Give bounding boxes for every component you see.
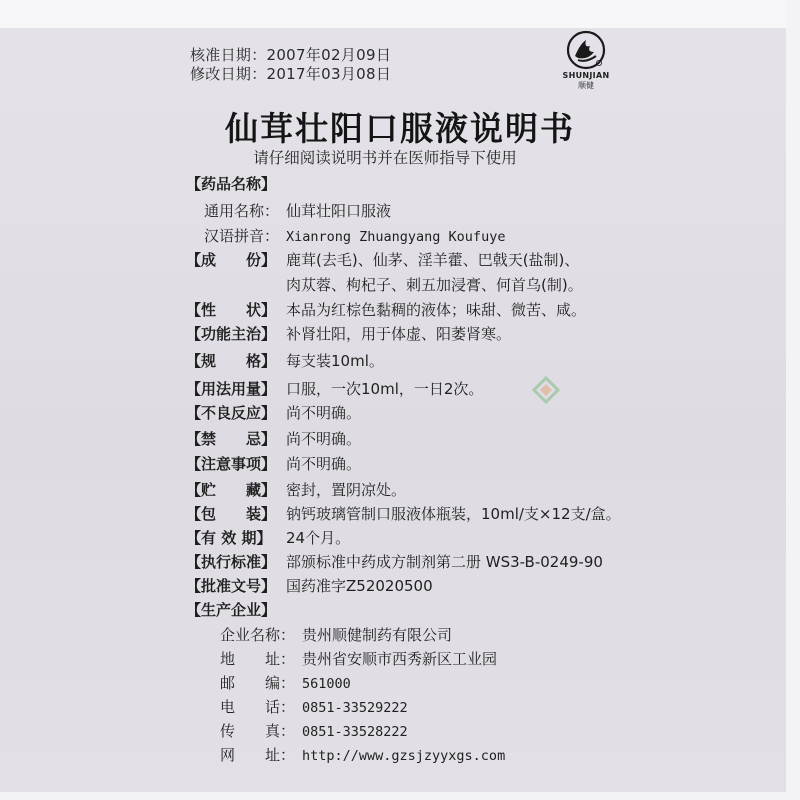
package-value: 钠钙玻璃管制口服液体瓶装，10ml/支×12支/盒。 [286, 505, 621, 523]
validity-row [186, 527, 350, 549]
manufacturer-label: 【生产企业】 [186, 601, 277, 619]
ingredients-row [186, 249, 579, 271]
contraindications-row [186, 428, 361, 450]
photo-edge-bottom [0, 792, 800, 800]
generic-name-row [204, 200, 391, 222]
drug-name-label: 【药品名称】 [186, 175, 277, 193]
fax-label: 传 真： [220, 722, 296, 740]
approval-row [186, 575, 433, 597]
indications-row [186, 323, 511, 345]
specification-label: 【规 格】 [186, 352, 277, 370]
company-name-label: 企业名称： [220, 626, 296, 644]
pinyin-label: 汉语拼音： [204, 227, 280, 245]
standard-row [186, 551, 603, 573]
logo-chinese: 顺健 [578, 81, 594, 90]
phone-label: 电 话： [220, 698, 296, 716]
fax-value: 0851-33528222 [302, 724, 408, 740]
drug-name-heading [186, 173, 286, 195]
company-name-value: 贵州顺健制药有限公司 [302, 626, 453, 644]
postcode-label: 邮 编： [220, 674, 296, 692]
precautions-row [186, 453, 361, 475]
storage-row [186, 479, 406, 501]
storage-value: 密封，置阴凉处。 [286, 481, 407, 499]
address-label: 地 址： [220, 650, 296, 668]
generic-name-label: 通用名称： [204, 202, 280, 220]
postcode-row [220, 672, 351, 695]
dosage-label: 【用法用量】 [186, 380, 277, 398]
generic-name-value: 仙茸壮阳口服液 [286, 202, 392, 220]
website-label: 网 址： [220, 746, 296, 764]
company-logo [556, 30, 616, 102]
phone-value: 0851-33529222 [302, 700, 408, 716]
page-subtitle: 请仔细阅读说明书并在医师指导下使用 [253, 149, 517, 167]
precautions-label: 【注意事项】 [186, 455, 277, 473]
dosage-value: 口服，一次10ml，一日2次。 [286, 380, 484, 398]
website-row [220, 744, 505, 767]
contraindications-value: 尚不明确。 [286, 430, 362, 448]
dosage-row [186, 378, 483, 400]
manufacturer-heading [186, 599, 286, 621]
dates-block [190, 46, 391, 84]
properties-label: 【性 状】 [186, 301, 277, 319]
specification-row [186, 350, 384, 372]
storage-label: 【贮 藏】 [186, 481, 277, 499]
indications-label: 【功能主治】 [186, 325, 277, 343]
adverse-value: 尚不明确。 [286, 404, 362, 422]
approval-label: 【批准文号】 [186, 577, 277, 595]
page-title: 仙茸壮阳口服液说明书 [225, 109, 575, 148]
standard-label: 【执行标准】 [186, 553, 277, 571]
watermark-logo-icon [532, 376, 560, 404]
postcode-value: 561000 [302, 676, 351, 692]
pinyin-row [204, 225, 505, 248]
adverse-label: 【不良反应】 [186, 404, 277, 422]
properties-row [186, 299, 586, 321]
store-watermark [532, 372, 628, 412]
revision-date: 修改日期：2017年03月08日 [190, 65, 392, 83]
ingredients-line2: 肉苁蓉、枸杞子、刺五加浸膏、何首乌(制)。 [286, 276, 583, 294]
standard-value: 部颁标准中药成方制剂第二册 WS3-B-0249-90 [286, 553, 603, 571]
photo-edge-top [0, 0, 800, 28]
contraindications-label: 【禁 忌】 [186, 430, 277, 448]
ingredients-line1: 鹿茸(去毛)、仙茅、淫羊藿、巴戟天(盐制)、 [286, 251, 580, 269]
approval-date: 核准日期：2007年02月09日 [190, 46, 392, 64]
fax-row [220, 720, 408, 743]
address-value: 贵州省安顺市西秀新区工业园 [302, 650, 498, 668]
pinyin-value: Xianrong Zhuangyang Koufuye [286, 229, 506, 245]
logo-english: SHUNJIAN [562, 71, 610, 80]
phone-row [220, 696, 408, 719]
company-name-row [220, 624, 452, 646]
validity-value: 24个月。 [286, 529, 351, 547]
ingredients-label: 【成 份】 [186, 251, 277, 269]
indications-value: 补肾壮阳，用于体虚、阳萎肾寒。 [286, 325, 512, 343]
adverse-row [186, 402, 361, 424]
precautions-value: 尚不明确。 [286, 455, 362, 473]
validity-label: 【有 效 期】 [186, 529, 272, 547]
package-row [186, 503, 621, 525]
package-label: 【包 装】 [186, 505, 277, 523]
website-value: http://www.gzsjzyyxgs.com [302, 748, 506, 764]
approval-value: 国药准字Z52020500 [286, 577, 433, 595]
address-row [220, 648, 497, 670]
specification-value: 每支装10ml。 [286, 352, 384, 370]
properties-value: 本品为红棕色黏稠的液体；味甜、微苦、咸。 [286, 301, 587, 319]
shunjian-logo-icon [566, 30, 606, 70]
